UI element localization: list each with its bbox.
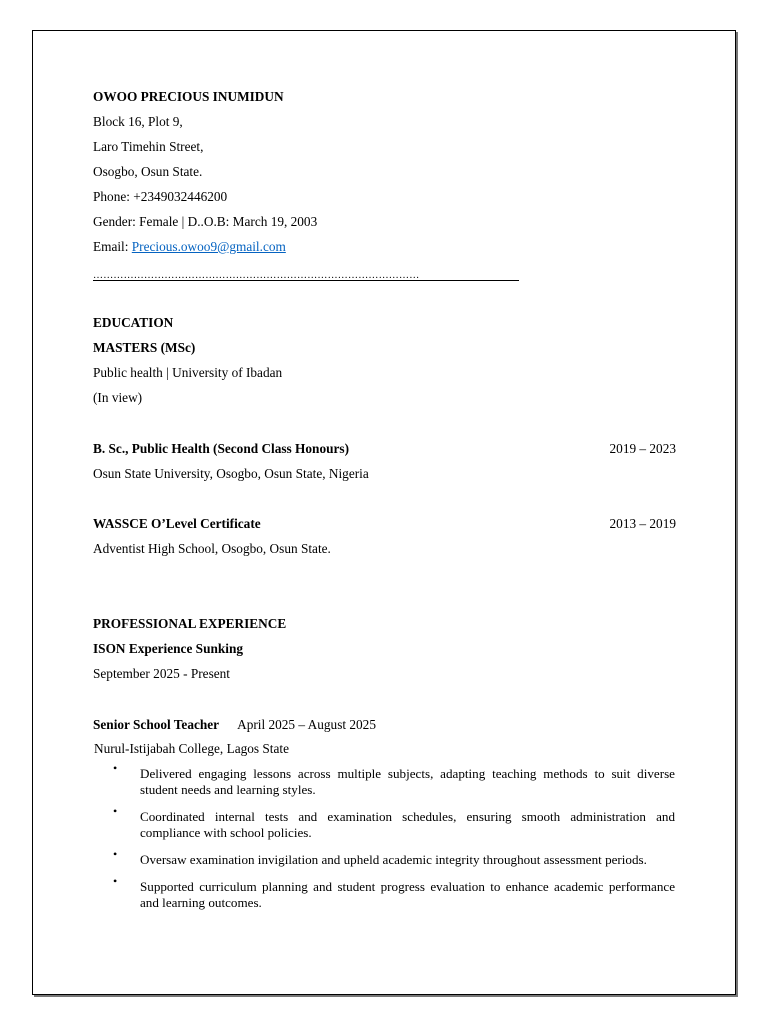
bullet-icon: • — [113, 874, 118, 888]
list-item — [113, 847, 675, 868]
masters-detail: Public health | University of Ibadan — [93, 365, 283, 380]
job2-dates: April 2025 – August 2025 — [237, 717, 376, 732]
wassce-dates: 2013 – 2019 — [609, 516, 676, 531]
email-label: Email: — [93, 239, 132, 254]
bullet-icon: • — [113, 804, 118, 818]
bullet-text: Supported curriculum planning and student progress evaluation to enhance academic performance and learning outcomes. — [140, 879, 675, 910]
experience-heading: PROFESSIONAL EXPERIENCE — [93, 616, 287, 631]
bullet-text: Coordinated internal tests and examination schedules, ensuring smooth administration and compliance with school policies. — [140, 809, 675, 840]
resume-page — [32, 30, 736, 995]
bullet-icon: • — [113, 847, 118, 861]
phone: Phone: +2349032446200 — [93, 189, 228, 204]
bullet-text: Delivered engaging lessons across multiple subjects, adapting teaching methods to suit diverse student needs and learning styles. — [140, 766, 675, 797]
wassce-school: Adventist High School, Osogbo, Osun State. — [93, 541, 331, 556]
masters-title: MASTERS (MSc) — [93, 340, 196, 355]
address-line-1: Block 16, Plot 9, — [93, 114, 183, 129]
job1-title: ISON Experience Sunking — [93, 641, 243, 656]
job2-title: Senior School Teacher — [93, 717, 220, 732]
email-link[interactable]: Precious.owoo9@gmail.com — [131, 239, 286, 254]
bsc-school: Osun State University, Osogbo, Osun State, Nigeria — [93, 466, 369, 481]
address-line-3: Osogbo, Osun State. — [93, 164, 203, 179]
list-item — [113, 874, 675, 911]
job2-org: Nurul-Istijabah College, Lagos State — [94, 741, 289, 756]
bullet-icon: • — [113, 761, 118, 775]
bullet-text: Oversaw examination invigilation and upheld academic integrity throughout assessment periods. — [140, 852, 647, 867]
bsc-dates: 2019 – 2023 — [609, 441, 676, 456]
bsc-title: B. Sc., Public Health (Second Class Honours) — [93, 441, 349, 456]
candidate-name: OWOO PRECIOUS INUMIDUN — [93, 89, 284, 104]
job1-dates: September 2025 - Present — [93, 666, 231, 681]
list-item — [113, 761, 675, 798]
education-heading: EDUCATION — [93, 315, 174, 330]
wassce-title: WASSCE O’Level Certificate — [93, 516, 261, 531]
gender-dob: Gender: Female | D..O.B: March 19, 2003 — [93, 214, 318, 229]
address-line-2: Laro Timehin Street, — [93, 139, 204, 154]
job2-bullet-list — [113, 761, 675, 922]
divider: …………………………………………………………………………………… — [93, 271, 519, 281]
masters-status: (In view) — [93, 390, 143, 405]
email-line — [93, 239, 286, 255]
list-item — [113, 804, 675, 841]
job2-header — [93, 717, 376, 733]
